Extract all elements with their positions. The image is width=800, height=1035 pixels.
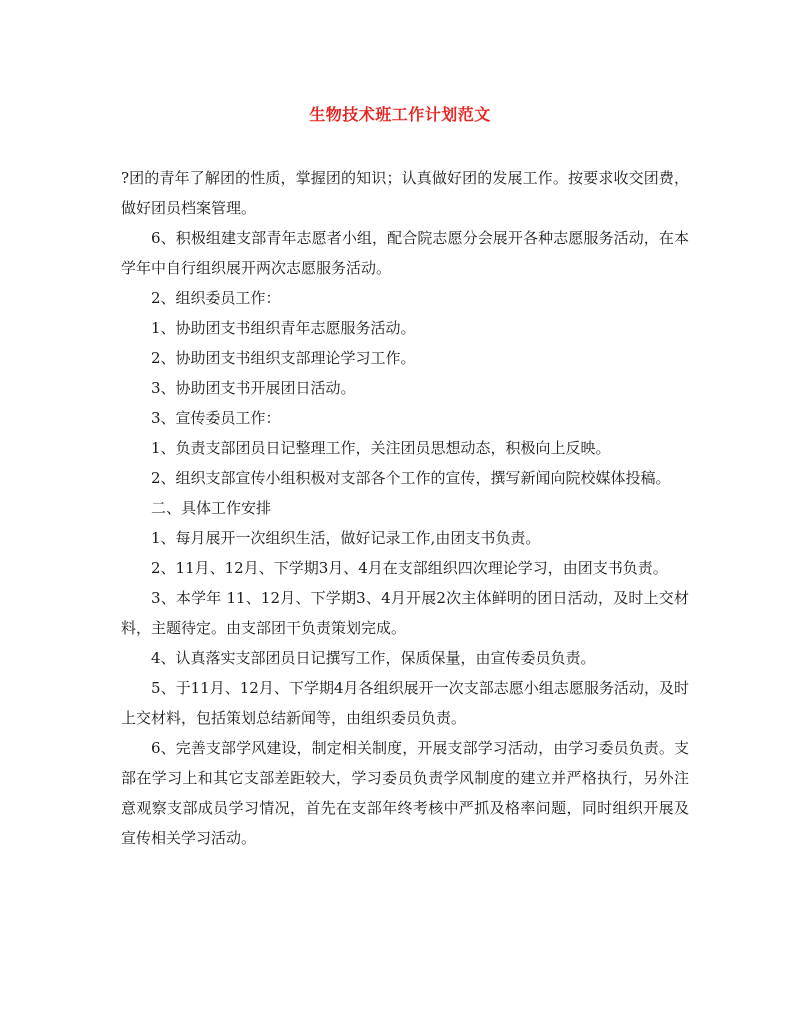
paragraph: 4、认真落实支部团员日记撰写工作，保质保量，由宣传委员负责。: [151, 649, 596, 667]
section-heading: 二、具体工作安排: [151, 499, 272, 517]
document-body: [121, 163, 689, 853]
paragraph: 1、协助团支书组织青年志愿服务活动。: [151, 319, 416, 337]
paragraph: 2、协助团支书组织支部理论学习工作。: [151, 349, 416, 367]
paragraph: 5、于11月、12月、下学期4月各组织展开一次支部志愿小组志愿服务活动，及时上交材料，包括策划总结新闻等，由组织委员负责。: [121, 679, 689, 727]
paragraph: 6、完善支部学风建设，制定相关制度，开展支部学习活动，由学习委员负责。支部在学习上和其它支部差距较大，学习委员负责学风制度的建立并严格执行，另外注意观察支部成员学习情况，首先在支部年终考核中严抓及格率问题，同时组织开展及宣传相关学习活动。: [121, 739, 689, 847]
paragraph: 2、11月、12月、下学期3月、4月在支部组织四次理论学习，由团支书负责。: [151, 559, 668, 577]
paragraph: 3、协助团支书开展团日活动。: [151, 379, 356, 397]
paragraph: 6、积极组建支部青年志愿者小组，配合院志愿分会展开各种志愿服务活动，在本学年中自行组织展开两次志愿服务活动。: [121, 229, 689, 277]
paragraph: 1、负责支部团员日记整理工作，关注团员思想动态，积极向上反映。: [151, 439, 611, 457]
paragraph: 1、每月展开一次组织生活，做好记录工作,由团支书负责。: [151, 529, 541, 547]
paragraph: 3、本学年 11、12月、下学期3、4月开展2次主体鲜明的团日活动，及时上交材料，主题待定。由支部团干负责策划完成。: [121, 589, 689, 637]
paragraph: 3、宣传委员工作：: [151, 409, 281, 427]
paragraph: 2、组织委员工作：: [151, 289, 281, 307]
paragraph: 2、组织支部宣传小组积极对支部各个工作的宣传，撰写新闻向院校媒体投稿。: [151, 469, 671, 487]
document-title: 生物技术班工作计划范文: [309, 105, 491, 124]
paragraph: ?团的青年了解团的性质，掌握团的知识；认真做好团的发展工作。按要求收交团费，做好团员档案管理。: [121, 169, 689, 217]
